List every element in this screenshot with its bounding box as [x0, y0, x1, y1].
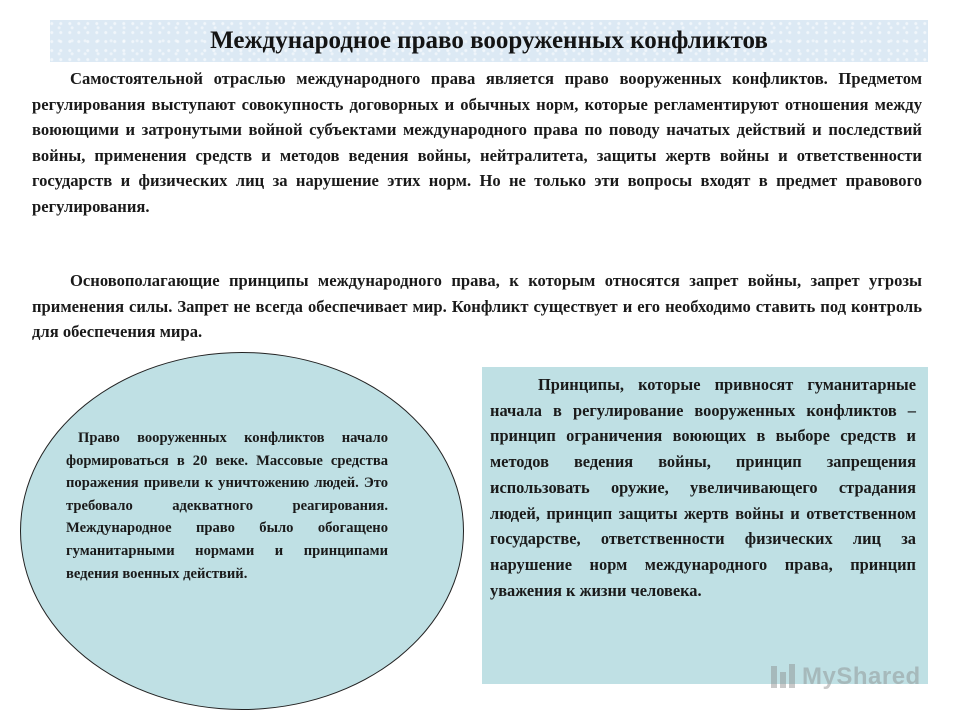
- watermark: [768, 660, 921, 694]
- slide-title: Международное право вооруженных конфликтов: [210, 27, 768, 54]
- title-banner: [50, 20, 928, 62]
- history-ellipse-text: Право вооруженных конфликтов начало формироваться в 20 веке. Массовые средства поражения привели к уничтожению людей. Это требовало адекватного реагирования. Международное право было обогащено гуманитарными нормами и принципами ведения военных действий.: [66, 430, 388, 582]
- humanitarian-principles-text: Принципы, которые привносят гуманитарные начала в регулирование вооруженных конфликтов – принцип ограничения воюющих в выборе средств и методов ведения войны, принцип запрещения использовать оружие, увеличивающего страдания людей, принцип защиты жертв войны и ответственном государстве, ответственности физических лиц за нарушение норм международного права, принцип уважения к жизни человека.: [490, 375, 916, 600]
- principles-paragraph: Основополагающие принципы международного права, к которым относятся запрет войны, запрет угрозы применения силы. Запрет не всегда обеспечивает мир. Конфликт существует и его необходимо ставить под контроль для обеспечения мира.: [32, 271, 922, 342]
- myshared-logo-icon: [768, 662, 798, 692]
- intro-paragraph: Самостоятельной отраслью международного права является право вооруженных конфликтов. Предметом регулирования выступают совокупность договорных и обычных норм, которые регламентируют отношения между воюющими и затронутыми войной субъектами международного права по поводу начатых действий и последствий войны, применения средств и методов ведения войны, нейтралитета, защиты жертв войны и ответственности государств и физических лиц за нарушение этих норм. Но не только эти вопросы входят в предмет правового регулирования.: [32, 69, 922, 216]
- watermark-text: MyShared: [802, 663, 921, 690]
